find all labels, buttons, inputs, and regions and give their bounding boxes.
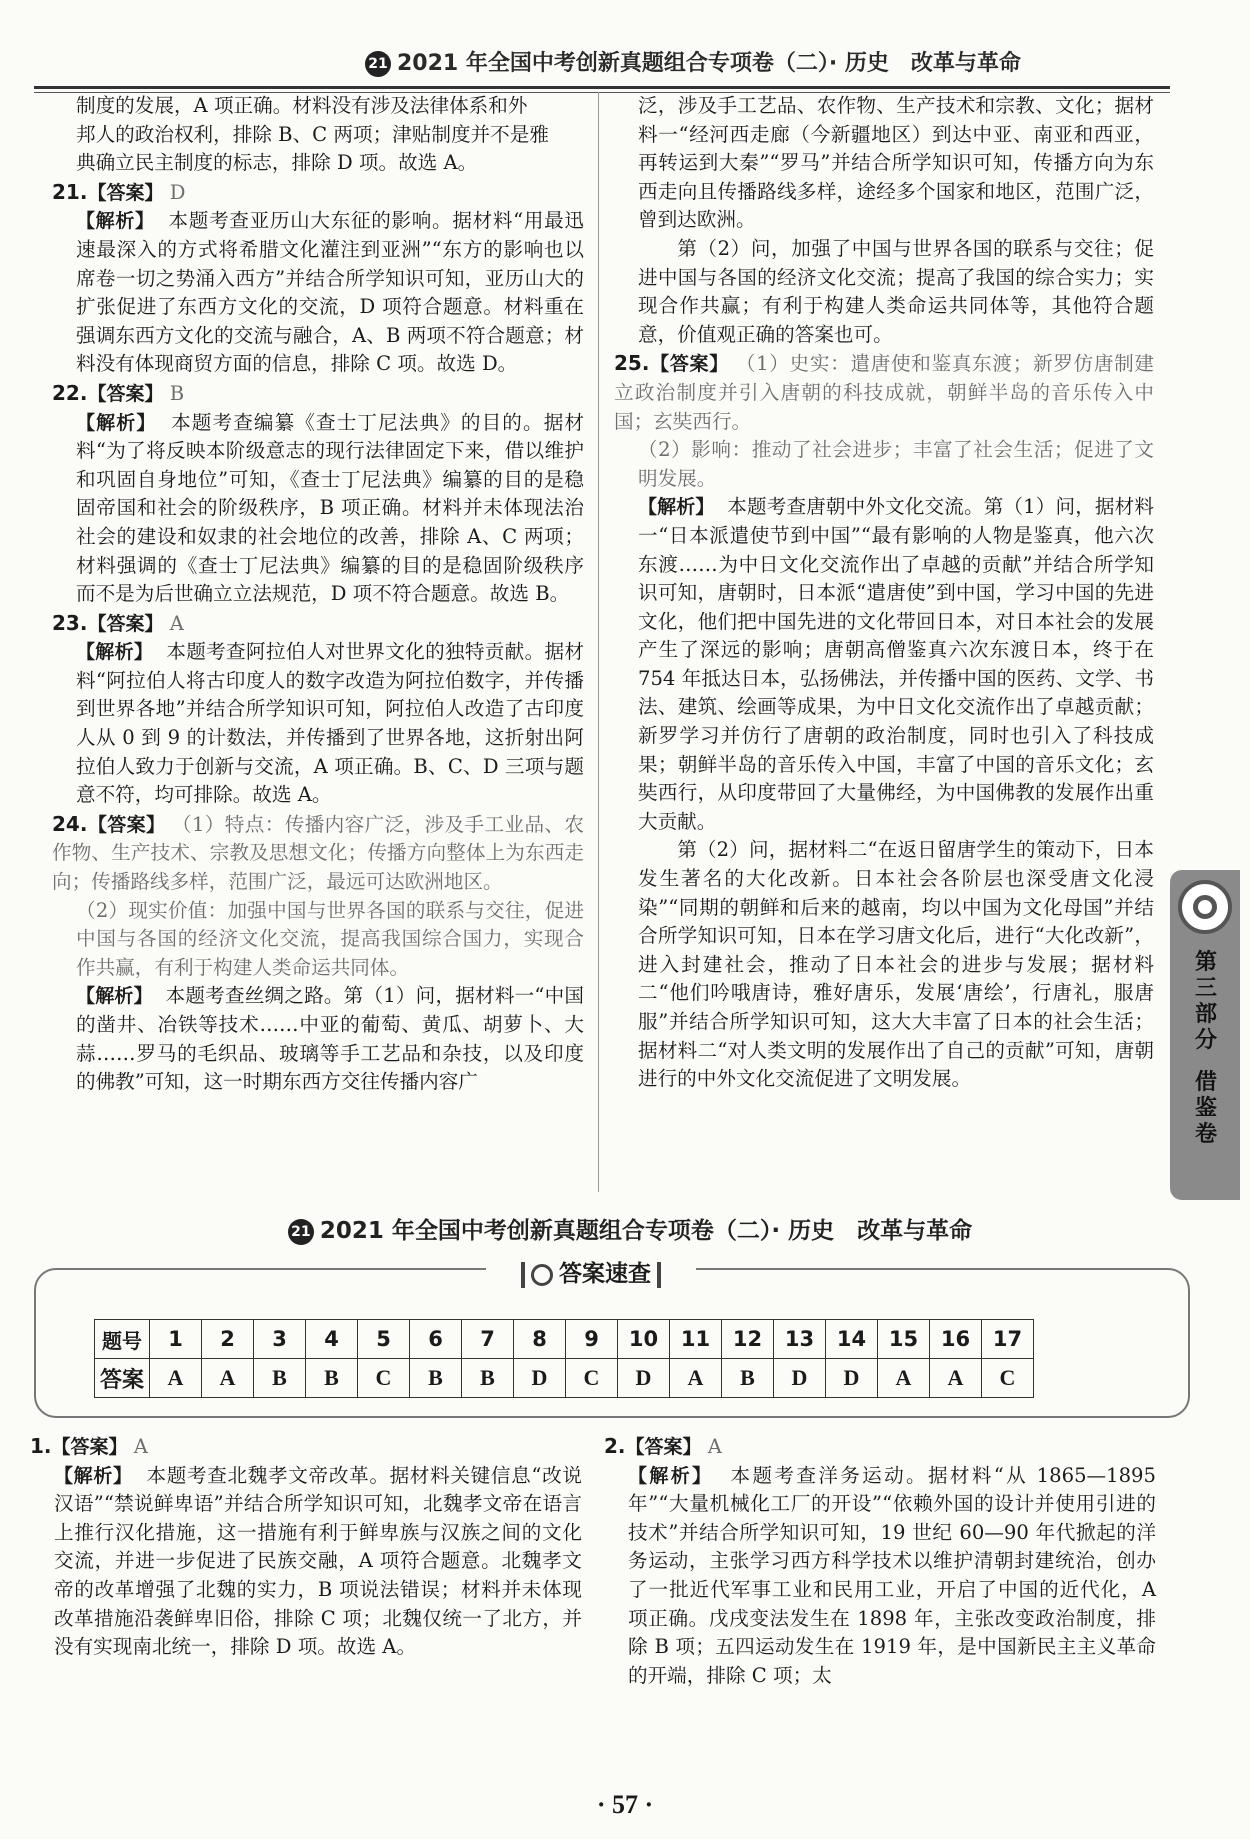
question-number-cell: 16 [930,1320,982,1359]
analysis-tag: 【解析】 [76,411,157,434]
answer-cell: C [566,1359,618,1398]
question-number-cell: 15 [878,1320,930,1359]
question-number: 23. [52,610,88,635]
target-icon [531,1264,553,1286]
question-21 [52,178,584,379]
answer-tag: 【答案】 [51,1436,128,1458]
continued-line: 制度的发展，A 项正确。材料没有涉及法律体系和外 [76,94,528,117]
analysis-text: 本题考查丝绸之路。第（1）问，据材料一“中国的凿井、冶铁等技术……中亚的葡萄、黄瓜、胡萝卜、大蒜……罗马的毛织品、玻璃等手工艺品和杂技，以及印度的佛教”可知，这一时期东西方交往传播内容广 [76,984,584,1094]
page-number: · 57 · [596,1790,654,1819]
question-number-cell: 11 [670,1320,722,1359]
question-number-cell: 1 [150,1320,202,1359]
answer-value: D [169,180,186,204]
answer-cell: B [306,1359,358,1398]
side-tab-char: 第 [1194,950,1217,975]
row-header: 答案 [95,1359,150,1398]
answer-value: B [169,381,185,405]
question-number-cell: 4 [306,1320,358,1359]
side-tab-char: 鉴 [1194,1096,1217,1121]
answer-tag: 【答案】 [87,181,164,204]
series-logo-icon: 21 [288,1219,314,1245]
answer-value: A [707,1435,722,1458]
question-number-cell: 8 [514,1320,566,1359]
answer-text: （1）特点：传播内容广泛，涉及手工业品、农作物、生产技术、宗教及思想文化；传播方向整体上为东西走向；传播路线多样，范围广泛，最远可达欧洲地区。 [52,812,584,894]
answer-row [95,1359,1034,1398]
side-tab-char: 分 [1194,1028,1217,1053]
side-tab-char: 借 [1194,1070,1217,1095]
question-number-cell: 7 [462,1320,514,1359]
question-23 [52,609,584,810]
answer-cell: D [618,1359,670,1398]
side-tab-gap [1186,1054,1226,1070]
analysis-text: 本题考查洋务运动。据材料“从 1865—1895 年”“大量机械化工厂的开设”“依赖外国的设计并使用引进的技术”并结合所学知识可知，19 世纪 60—90 年代掀起的洋务运动，主张学习西方科学技术以维护清朝封建统治，创办了一批近代军事工业和民用工业，开启了中国的近代化，A 项正确。戊戌变法发生在 1898 年，主张改变政治制度，排除 B 项；五四运动发生在 1919 年，是中国新民主主义革命的开端，排除 C 项；太 [628,1463,1156,1687]
analysis-text: 本题考查亚历山大东征的影响。据材料“用最迅速最深入的方式将希腊文化灌注到亚洲”“东方的影响也以席卷一切之势涌入西方”并结合所学知识可知，亚历山大的扩张促进了东西方文化的交流，D 项符合题意。材料重在强调东西方文化的交流与融合，A、B 两项不符合题意；材料没有体现商贸方面的信息，排除 C 项。故选 D。 [76,209,584,376]
side-tab-char: 卷 [1194,1122,1217,1147]
analysis-tag: 【解析】 [76,210,155,233]
question-number-cell: 9 [566,1320,618,1359]
quick-check-title [486,1254,696,1294]
answer-tag: 【答案】 [649,353,729,376]
analysis-text: 本题考查唐朝中外文化交流。第（1）问，据材料一“日本派遣使节到中国”“最有影响的人物是鉴真，他六次东渡……为中日文化交流作出了卓越的贡献”并结合所学知识可知，唐朝时，日本派“遣唐使”到中国，学习中国的先进文化，他们把中国先进的文化带回日本，对日本社会的发展产生了深远的影响；唐朝高僧鉴真六次东渡日本，终于在 754 年抵达日本，弘扬佛法，并传播中国的医药、文学、书法、建筑、绘画等成果，为中日文化交流作出了卓越贡献；新罗学习并仿行了唐朝的政治制度，同时也引入了科技成果；朝鲜半岛的音乐传入中国，丰富了中国的音乐文化；玄奘西行，从印度带回了大量佛经，为中国佛教的发展作出重大贡献。 [638,495,1154,833]
answer-cell: A [670,1359,722,1398]
section-title-text: 2021 年全国中考创新真题组合专项卷（二）· 历史 改革与革命 [319,1218,973,1244]
answer-cell: D [826,1359,878,1398]
quick-check-title-text: 答案速查 [559,1261,651,1287]
title-bar-right [657,1262,661,1288]
analysis-text: 本题考查编纂《查士丁尼法典》的目的。据材料“为了将反映本阶级意志的现行法律固定下来，借以维护和巩固自身地位”可知，《查士丁尼法典》编纂的目的是稳固帝国和社会的阶级秩序，B 项正确。材料并未体现法治社会的建设和奴隶的社会地位的改善，排除 A、C 两项；材料强调的《查士丁尼法典》编纂的目的是稳固阶级秩序而不是为后世确立立法规范，D 项不符合题意。故选 B。 [76,410,584,606]
header-title: 2021 年全国中考创新真题组合专项卷（二）· 历史 改革与革命 [397,51,1021,76]
answer-cell: A [930,1359,982,1398]
answer-cell: D [514,1359,566,1398]
question-number: 22. [52,380,88,405]
answer-cell: D [774,1359,826,1398]
answer-tag: 【答案】 [87,612,164,635]
analysis-text: 第（2）问，据材料二“在返日留唐学生的策动下，日本发生著名的大化改新。日本社会各阶层也深受唐文化浸染”“同期的朝鲜和后来的越南，均以中国为文化母国”并结合所学知识可知，日本在学习唐文化后，进行“大化改新”，进入封建社会，推动了日本社会的进步与发展；据材料二“他们吟哦唐诗，雅好唐乐，发展‘唐绘’，行唐礼，服唐服”并结合所学知识可知，这大大丰富了日本的社会生活；据材料二“对人类文明的发展作出了自己的贡献”可知，唐朝进行的中外文化交流促进了文明发展。 [638,838,1154,1091]
answer-cell: B [410,1359,462,1398]
answer-value: A [169,611,184,635]
question-number: 21. [52,179,88,204]
question-number-cell: 17 [982,1320,1034,1359]
answer-cell: C [982,1359,1034,1398]
question-number-cell: 14 [826,1320,878,1359]
analysis-text: 本题考查阿拉伯人对世界文化的独特贡献。据材料“阿拉伯人将古印度人的数字改造为阿拉伯数字，并传播到世界各地”并结合所学知识可知，阿拉伯人改造了古印度人从 0 到 9 的计数法，并传播到了世界各地，这折射出阿拉伯人致力于创新与交流，A 项正确。B、C、D 三项与题意不符，均可排除。故选 A。 [76,640,584,807]
question-24 [52,810,584,1097]
question-number-cell: 13 [774,1320,826,1359]
answer-text: （2）影响：推动了社会进步；丰富了社会生活；促进了文明发展。 [638,438,1154,490]
question-number-cell: 12 [722,1320,774,1359]
continued-line: 邦人的政治权利，排除 B、C 两项；津贴制度并不是雅 [76,122,549,146]
analysis-text: 本题考查北魏孝文帝改革。据材料关键信息“改说汉语”“禁说鲜卑语”并结合所学知识可知，北魏孝文帝在语言上推行汉化措施，这一措施有利于鲜卑族与汉族之间的文化交流，并进一步促进了民族交融，A 项符合题意。北魏孝文帝的改革增强了北魏的实力，B 项说法错误；材料并未体现改革措施沿袭鲜卑旧俗，排除 C 项；北魏仅统一了北方，并没有实现南北统一，排除 D 项。故选 A。 [54,1463,582,1659]
analysis-tag: 【解析】 [76,985,153,1008]
question-number: 25. [614,351,650,376]
answer-text: （2）现实价值：加强中国与世界各国的联系与交往，促进中国与各国的经济文化交流，提高我国综合国力，实现合作共赢，有利于构建人类命运共同体。 [76,898,584,979]
question-2 [604,1432,1156,1690]
answer-cell: A [878,1359,930,1398]
series-logo-icon: 21 [365,51,391,77]
header-rule [34,86,1170,89]
question-1 [30,1432,582,1662]
answer-tag: 【答案】 [87,382,164,405]
running-header [365,46,1165,80]
continued-line: 典确立民主制度的标志，排除 D 项。故选 A。 [76,151,478,175]
side-tab-char: 部 [1194,1002,1217,1027]
column-divider [598,92,599,1192]
answer-tag: 【答案】 [625,1436,702,1458]
question-number: 24. [52,811,88,836]
continued-paragraph: 第（2）问，加强了中国与世界各国的联系与交往；促进中国与各国的经济文化交流；提高了我国的综合实力；实现合作共赢；有利于构建人类命运共同体等，其他符合题意，价值观正确的答案也可。 [638,236,1154,346]
question-number-cell: 10 [618,1320,670,1359]
right-column [614,92,1154,1094]
answer-cell: A [202,1359,254,1398]
continued-paragraph: 泛，涉及手工艺品、农作物、生产技术和宗教、文化；据材料一“经河西走廊（今新疆地区）到达中亚、南亚和西亚，再转运到大秦”“罗马”并结合所学知识可知，传播方向为东西走向且传播路线多样，途经多个国家和地区，范围广泛，曾到达欧洲。 [638,94,1154,232]
answer-cell: B [722,1359,774,1398]
side-tab-char: 三 [1194,976,1217,1001]
target-icon [1178,880,1232,934]
analysis-tag: 【解析】 [76,641,154,664]
answer-value: A [133,1435,148,1458]
title-bar-left [521,1262,525,1288]
question-number-row [95,1320,1034,1359]
question-number: 2. [604,1434,626,1458]
answer-cell: C [358,1359,410,1398]
analysis-tag: 【解析】 [628,1464,714,1487]
side-tab-label [1186,950,1226,1148]
left-column [52,92,584,1097]
answer-cell: B [254,1359,306,1398]
analysis-tag: 【解析】 [54,1464,133,1487]
answer-text: （1）史实：遣唐使和鉴真东渡；新罗仿唐制建立政治制度并引入唐朝的科技成就，朝鲜半岛的音乐传入中国；玄奘西行。 [614,352,1154,433]
question-25 [614,349,1154,1093]
question-number: 1. [30,1434,52,1458]
question-number-cell: 6 [410,1320,462,1359]
section-title [190,1212,1070,1245]
answer-tag: 【答案】 [87,813,166,836]
question-number-cell: 2 [202,1320,254,1359]
answer-table [94,1319,1034,1398]
question-number-cell: 3 [254,1320,306,1359]
question-number-cell: 5 [358,1320,410,1359]
answer-cell: B [462,1359,514,1398]
analysis-tag: 【解析】 [638,496,715,519]
question-22 [52,379,584,609]
answer-cell: A [150,1359,202,1398]
row-header: 题号 [95,1320,150,1359]
